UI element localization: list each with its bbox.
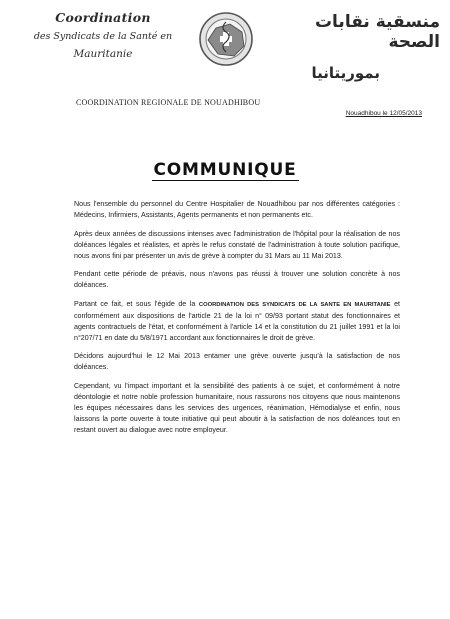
letterhead-arabic: [265, 12, 440, 82]
paragraph-5: Décidons aujourd'hui le 12 Mai 2013 entamer une grève ouverte jusqu'à la satisfaction de nos doléances.: [74, 352, 400, 371]
document-body: [74, 199, 400, 443]
letterhead-french: [18, 10, 188, 60]
letterhead-ar-line1: منسقية نقابات الصحة: [314, 12, 440, 52]
letterhead-fr-line2: des Syndicats de la Santé en: [33, 31, 173, 42]
letterhead-ar-line2: بموريتانيا: [311, 64, 380, 82]
letterhead-fr-line3: Mauritanie: [73, 48, 133, 60]
document-title-text: COMMUNIQUE: [153, 160, 297, 180]
logo-emblem-icon: [196, 10, 256, 68]
letterhead-fr-line1: Coordination: [55, 10, 151, 25]
paragraph-4-start: Partant ce fait, et sous l'égide de la: [74, 299, 199, 308]
paragraph-6: Cependant, vu l'impact important et la sensibilité des patients à ce sujet, et conformément à notre déontologie et notre noble profession humanitaire, nous rassurons nos citoyens que nous maintenons les équipes nécessaires dans les services des urgences, réanimation, Hémodialyse et enfin, nous laissons la porte ouverte à toute initiative qui peut aboutir à la satisfaction de nos doléances tout en restant ouvert au dialogue avec notre employeur.: [74, 381, 400, 434]
paragraph-4: [74, 299, 400, 344]
paragraph-4-org-name: COORDINATION DES SYNDICATS DE LA SANTE EN MAURITANIE: [198, 301, 391, 308]
document-title: [0, 160, 450, 180]
coordination-heading: COORDINATION REGIONALE DE NOUADHIBOU: [76, 98, 261, 107]
paragraph-1: Nous l'ensemble du personnel du Centre Hospitalier de Nouadhibou par nos différentes catégories : Médecins, Infirmiers, Assistants, Agents permanents et non permanents etc.: [74, 200, 400, 219]
paragraph-3: Pendant cette période de préavis, nous n'avons pas réussi à trouver une solution concrète à nos doléances.: [74, 270, 400, 289]
paragraph-2: Après deux années de discussions intenses avec l'administration de l'hôpital pour la réalisation de nos doléances légales et réalistes, et après le refus constaté de l'administration à toute solution pacifique, nous avons fini par présenter un avis de grève à compter du 31 Mars au 11 Mai 2013.: [74, 229, 400, 260]
document-date: Nouadhibou le 12/05/2013: [345, 110, 422, 117]
paragraph-4-end: et conformément aux dispositions de l'article 21 de la loi n° 09/93 portant statut des fonctionnaires et agents contractuels de l'état, et conformément à l'article 14 et la constitution du 21 juillet 1991 et la loi n°207/71 en date du 5/8/1971 accordant aux fonctionnaires le droit de grève.: [74, 299, 400, 342]
